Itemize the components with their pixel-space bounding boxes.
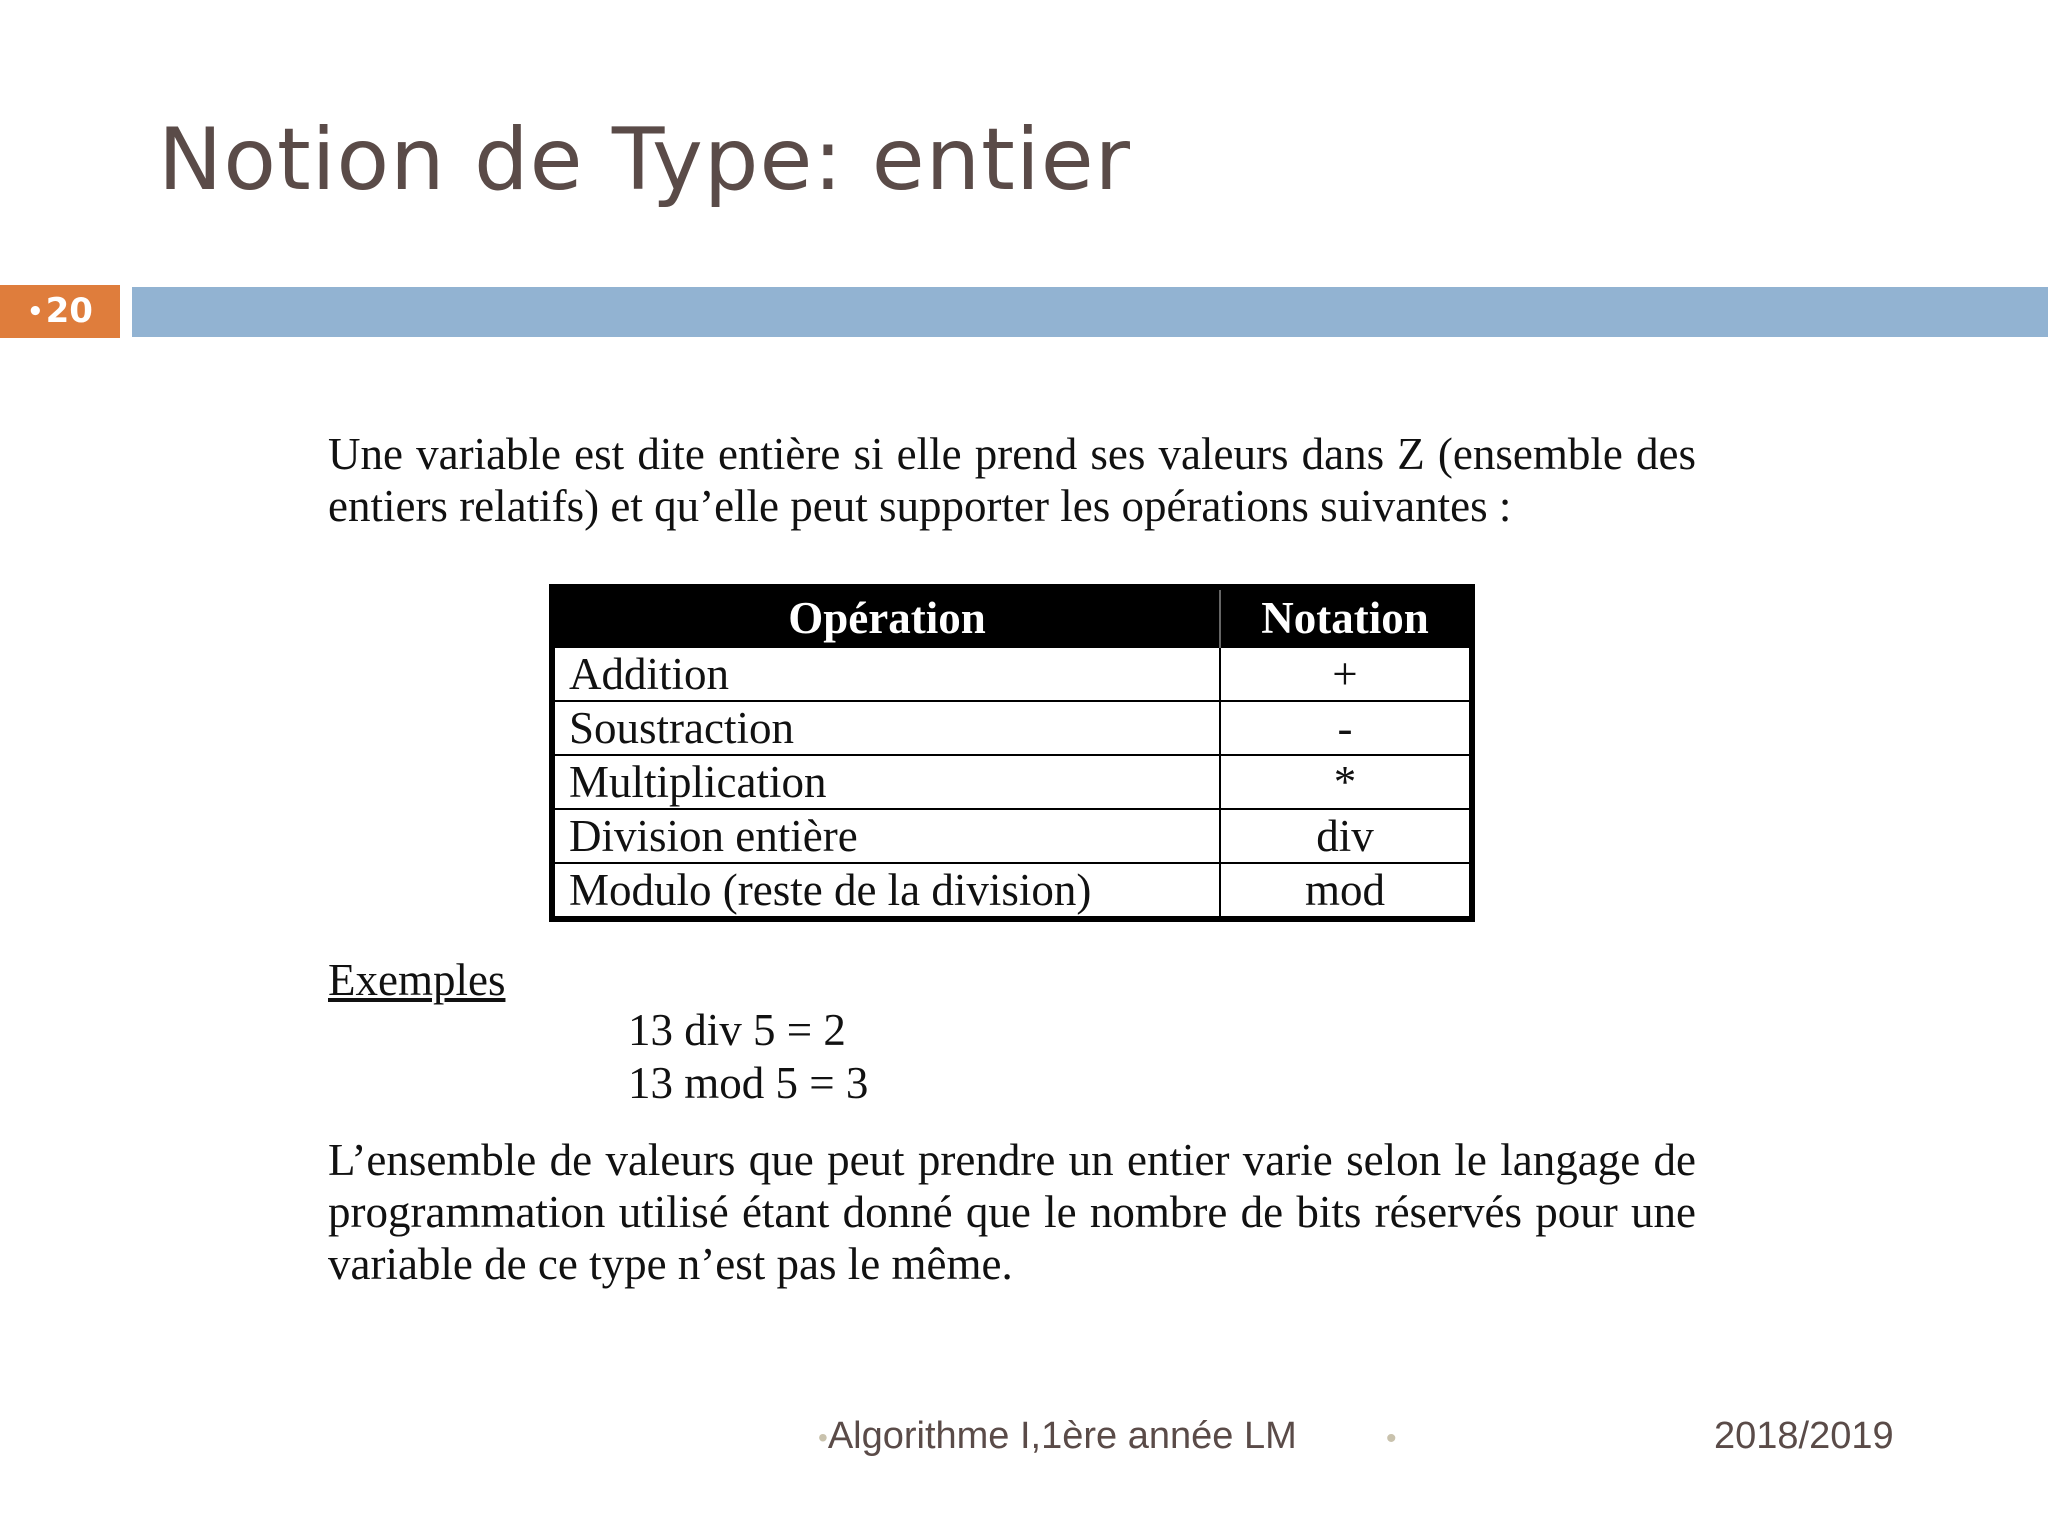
slide-number-badge: [0, 285, 120, 338]
table-row: [552, 755, 1472, 809]
operation-cell: Addition: [552, 647, 1220, 701]
notation-cell: div: [1220, 809, 1472, 863]
notation-cell: -: [1220, 701, 1472, 755]
slide-title: Notion de Type: entier: [158, 110, 1131, 210]
operation-cell: Modulo (reste de la division): [552, 863, 1220, 919]
intro-paragraph: Une variable est dite entière si elle prend ses valeurs dans Z (ensemble des entiers relatifs) et qu’elle peut supporter les opérations suivantes :: [328, 429, 1696, 531]
example-mod: 13 mod 5 = 3: [628, 1058, 869, 1108]
footer-course-label: Algorithme I,1ère année LM: [827, 1415, 1297, 1457]
table-row: [552, 809, 1472, 863]
footer-date: 2018/2019: [1714, 1415, 1894, 1457]
header-notation: Notation: [1220, 587, 1472, 647]
notation-cell: mod: [1220, 863, 1472, 919]
footer-bullet-icon: •: [818, 1421, 828, 1453]
table-header-row: [552, 587, 1472, 647]
operation-cell: Division entière: [552, 809, 1220, 863]
table-row: [552, 647, 1472, 701]
slide-number-bullet: •: [27, 297, 44, 327]
examples-label: Exemples: [328, 955, 506, 1005]
footer-separator-icon: •: [1386, 1422, 1397, 1455]
footer-course: [818, 1415, 1297, 1458]
operations-table: [549, 584, 1475, 922]
notation-cell: +: [1220, 647, 1472, 701]
notation-cell: *: [1220, 755, 1472, 809]
header-operation: Opération: [552, 587, 1220, 647]
example-div: 13 div 5 = 2: [628, 1005, 846, 1055]
conclusion-paragraph: L’ensemble de valeurs que peut prendre un entier varie selon le langage de programmation utilisé étant donné que le nombre de bits réservés pour une variable de ce type n’est pas le même.: [328, 1135, 1696, 1289]
table-row: [552, 701, 1472, 755]
operation-cell: Multiplication: [552, 755, 1220, 809]
table-row: [552, 863, 1472, 919]
slide-number: 20: [45, 291, 93, 331]
operation-cell: Soustraction: [552, 701, 1220, 755]
header-band: [132, 287, 2048, 337]
